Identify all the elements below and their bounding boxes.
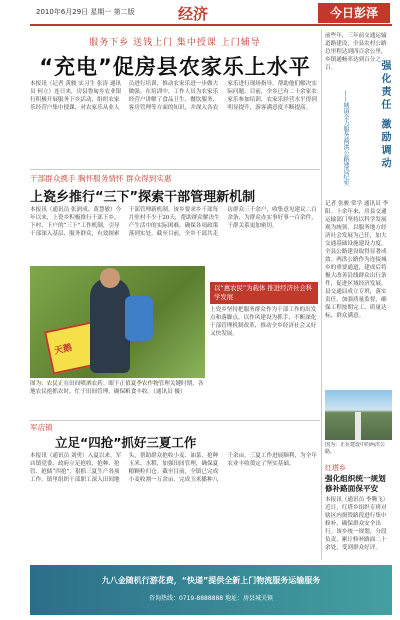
ad-contact: 咨询热线：0719-8888888 地址：房县城关镇 (148, 595, 274, 602)
road-marking (355, 412, 361, 440)
issue-date: 2010年6月29日 星期一 第二版 (36, 8, 135, 16)
divider (30, 420, 320, 421)
article2-headline: 上瓷乡推行“三下”探索干部管理新机制 (30, 190, 256, 205)
article2-body: 本报讯（通讯员 张润成、黄慧敏）今年以来，上瓷乡积极推行干部下乡、下村、下户的“三下”工作机制，引导干部深入基层、服务群众，有效探索干部管理新机制。该乡要求乡干部每月驻村不少于20天，帮助群众解决生产生活中的实际困难，确保各项政策落到实处。截至目前，全乡干部共走访群众三千余户，收集意见建议二百余条，为群众办实事好事一百余件，干群关系更加密切。 (30, 207, 317, 237)
right-headline: 强化组织统一规划 修补路面保平安 (325, 474, 386, 493)
article1-kicker: 服务下乡 送钱上门 集中授课 上门辅导 (89, 38, 261, 48)
page-header (0, 0, 400, 28)
article1-headline: “充电”促房县农家乐上水平 (39, 55, 311, 79)
road-photo (325, 390, 392, 440)
article3-headline: 立足“四抢”抓好三夏工作 (55, 435, 197, 450)
section-title: 经济 (178, 5, 209, 23)
article1-body: 本报讯（记者 黄骏 实习生 张涛 通讯员 何立）连日来，房县鲁甸乡农业银行积极开展服务下乡活动，组织农家乐经营户集中授课，对农家乐从业人员进行培训，推动农家乐进一步做大做强。在培训中，工作人员为农家乐经营户讲解了食品卫生、餐饮服务、客房管理等方面的知识，并深入各农家乐进行现场指导，帮助他们解决实际问题。目前，全乡已有二十余家农家乐参加培训，农家乐经营水平得到明显提升，游客满意度不断提高。 (30, 81, 317, 111)
ad-headline: 九八金随机行游花费，“快递”提供全新上门物流服务运输服务 (101, 576, 321, 585)
header-rule (30, 24, 392, 26)
vertical-slogan: 强化责任 激励调动 (379, 60, 390, 171)
sprayer-tank-icon (125, 296, 153, 341)
right-bottom-body: 本报讯（通讯员 李腾飞）近日，红塔乡组织专班对辖区内损毁路段进行集中修补，确保群众安全出行。该乡统一规划，分段负责，累计修补路面二十余处，受到群众好评。 (325, 497, 389, 551)
banner-body: 上瓷乡坚持把服务群众作为干部工作的出发点和落脚点，以作风建设为抓手，不断深化干部管理机制改革，推动全乡经济社会又好又快发展。 (210, 307, 317, 337)
road-caption: 图为：正在建设中的两洪公路。 (325, 442, 386, 455)
right-top-text: 前些年，三年前交通运输道路建设，全县农村公路总里程达到四百余公里，乡镇通畅率达到百分之百。 (325, 33, 387, 71)
bag-label: 天鹅 (53, 343, 74, 357)
right-article-body: 记者 张骏 常学 通讯员 李阳。十余年来，房县交通运输部门坚持以科学发展观为统领，以服务地方经济社会发展为己任，加大交通基础设施建设力度，全县公路建设取得显著成效。两洪公路作为连接城乡的重要通道，建成后将极大改善沿线群众出行条件，促进区域经济发展。县交通局成立专班，落实责任，加强质量监督，确保工程按期完工、质量达标，群众满意。 (325, 201, 389, 319)
article3-kicker: 军店镇 (30, 423, 53, 432)
photo-caption: 图为：农民正在田间喷洒农药。眼下正值夏季农作物管理关键时期，各地农民抢抓农时，忙于田间管理，确保粮食丰收。（通讯员 摄） (30, 381, 204, 395)
vertical-subtitle: ——城镇全力服务两洪公路建设纪实 (342, 90, 349, 186)
column-divider (321, 30, 322, 560)
article2-kicker: 干部群众携手 胸怀服务情怀 群众得到实惠 (30, 174, 172, 183)
person-figure (90, 278, 130, 373)
advertisement-banner (30, 565, 392, 615)
person-head (100, 268, 120, 288)
article3-body: 本报讯（通讯员 刘勇）入夏以来，军店镇党委、政府立足抢收、抢种、抢管、抢储“四抢”，狠抓三夏生产各项工作。镇里组织干部职工深入田间地头，帮助群众抢收小麦、油菜，抢种玉米、水稻，加强田间管理，确保夏粮颗粒归仓。截至目前，全镇已完成小麦收割一万余亩，完成玉米播种八千余亩，三夏工作进展顺利，为全年农业丰收奠定了坚实基础。 (30, 453, 317, 483)
divider (30, 169, 320, 170)
farmer-spraying-photo (30, 266, 205, 378)
right-kicker: 红塔乡 (325, 464, 346, 472)
slogan-banner: 以“惠农民”为载体 推进经济社会科学发展 (210, 282, 318, 304)
newspaper-logo: 今日彭泽 (318, 3, 390, 23)
